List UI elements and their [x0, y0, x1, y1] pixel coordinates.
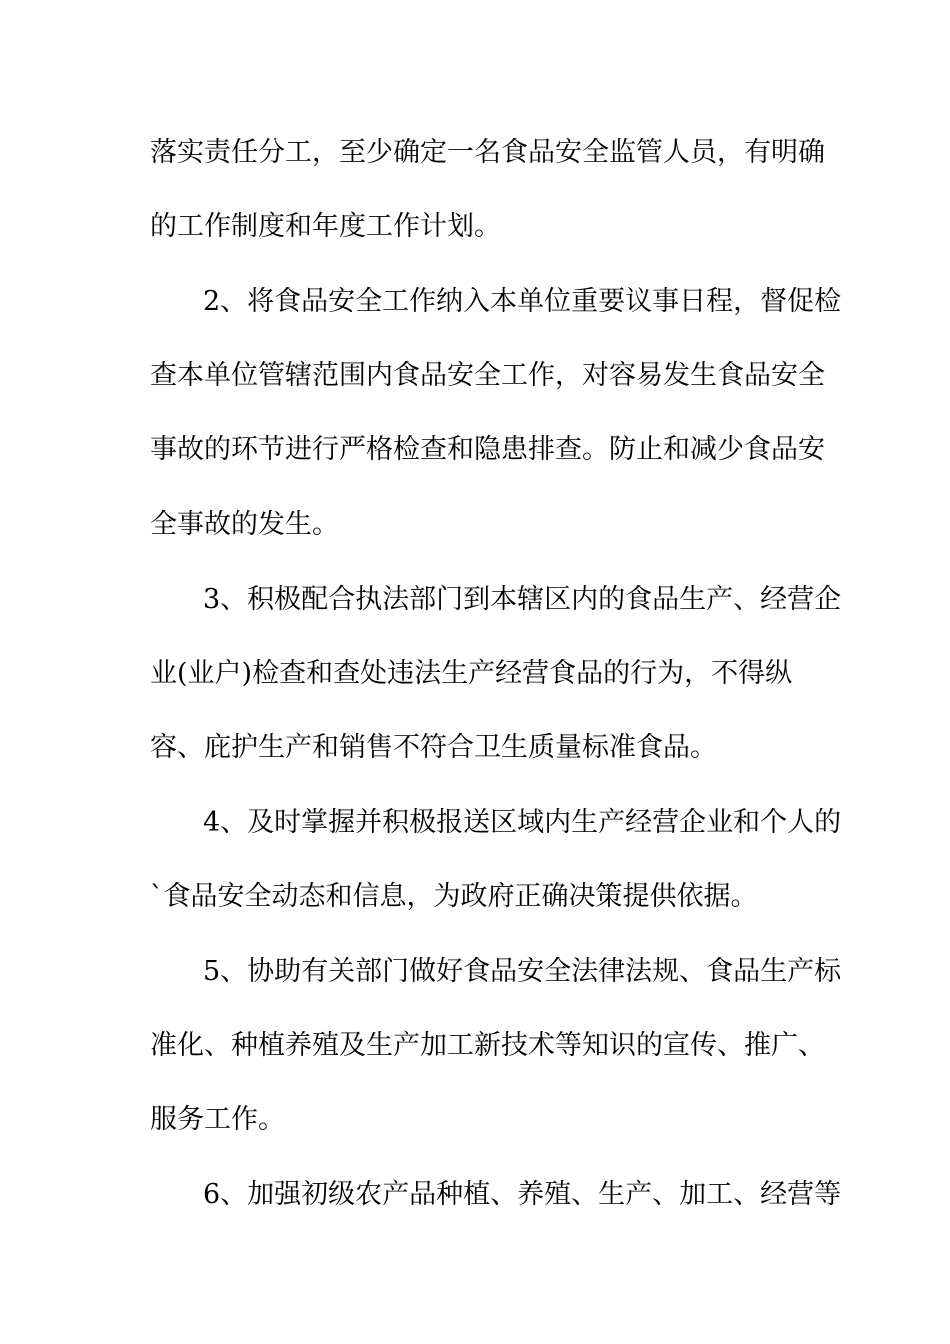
paragraph-4-line-1: 4、及时掌握并积极报送区域内生产经营企业和个人的 [203, 807, 842, 838]
paragraph-4-line-2: `食品安全动态和信息，为政府正确决策提供依据。 [150, 881, 758, 912]
paragraph-2-line-2: 查本单位管辖范围内食品安全工作，对容易发生食品安全 [150, 360, 825, 391]
paragraph-3-line-2: 业(业户)检查和查处违法生产经营食品的行为，不得纵 [150, 658, 793, 689]
paragraph-5-line-2: 准化、种植养殖及生产加工新技术等知识的宣传、推广、 [150, 1030, 825, 1061]
paragraph-3-line-3: 容、庇护生产和销售不符合卫生质量标准食品。 [150, 732, 717, 763]
paragraph-2-line-4: 全事故的发生。 [150, 509, 339, 540]
paragraph-5-line-3: 服务工作。 [150, 1104, 285, 1135]
text-line-1: 落实责任分工，至少确定一名食品安全监管人员，有明确 [150, 137, 825, 168]
paragraph-6-line-1: 6、加强初级农产品种植、养殖、生产、加工、经营等 [203, 1179, 842, 1210]
paragraph-2-line-1: 2、将食品安全工作纳入本单位重要议事日程，督促检 [203, 286, 842, 317]
paragraph-3-line-1: 3、积极配合执法部门到本辖区内的食品生产、经营企 [203, 584, 842, 615]
text-line-2: 的工作制度和年度工作计划。 [150, 211, 501, 242]
paragraph-5-line-1: 5、协助有关部门做好食品安全法律法规、食品生产标 [203, 956, 842, 987]
paragraph-2-line-3: 事故的环节进行严格检查和隐患排查。防止和减少食品安 [150, 434, 825, 465]
